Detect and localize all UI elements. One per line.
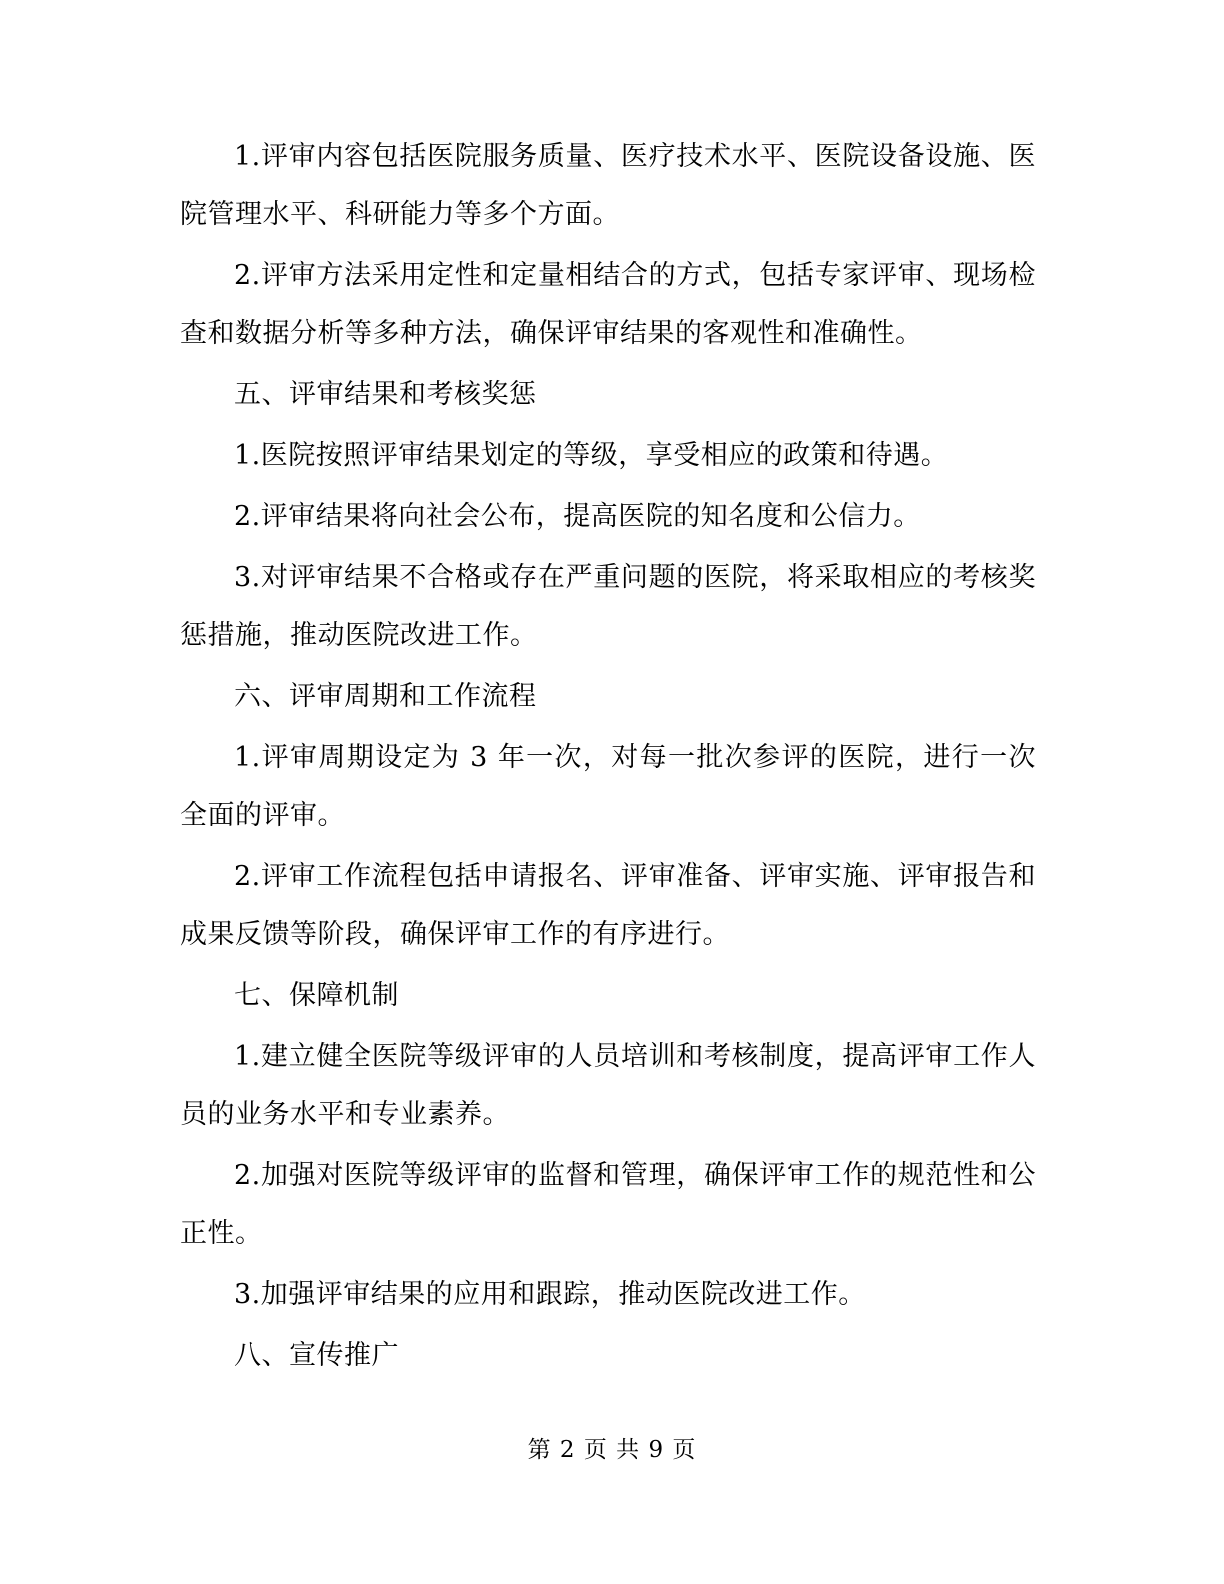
section-heading-6: 六、评审周期和工作流程	[234, 681, 537, 712]
section-heading-8: 八、宣传推广	[234, 1340, 399, 1371]
paragraph-9: 2.评审工作流程包括申请报名、评审准备、评审实施、评审报告和成果反馈等阶段，确保评审工作的有序进行。	[180, 861, 1036, 950]
paragraph-13: 3.加强评审结果的应用和跟踪，推动医院改进工作。	[234, 1279, 866, 1310]
paragraph-6: 3.对评审结果不合格或存在严重问题的医院，将采取相应的考核奖惩措施，推动医院改进工作。	[180, 562, 1036, 651]
section-heading-7: 七、保障机制	[234, 980, 399, 1011]
page-number-footer: 第 2 页 共 9 页	[527, 1437, 697, 1463]
paragraph-11: 1.建立健全医院等级评审的人员培训和考核制度，提高评审工作人员的业务水平和专业素养。	[180, 1041, 1036, 1130]
section-heading-5: 五、评审结果和考核奖惩	[234, 379, 537, 410]
document-body	[180, 128, 1036, 1388]
paragraph-2: 2.评审方法采用定性和定量相结合的方式，包括专家评审、现场检查和数据分析等多种方法，确保评审结果的客观性和准确性。	[180, 260, 1036, 349]
paragraph-12: 2.加强对医院等级评审的监督和管理，确保评审工作的规范性和公正性。	[180, 1160, 1036, 1249]
paragraph-4: 1.医院按照评审结果划定的等级，享受相应的政策和待遇。	[234, 440, 949, 471]
paragraph-5: 2.评审结果将向社会公布，提高医院的知名度和公信力。	[234, 501, 921, 532]
paragraph-1: 1.评审内容包括医院服务质量、医疗技术水平、医院设备设施、医院管理水平、科研能力等多个方面。	[180, 141, 1036, 230]
paragraph-8: 1.评审周期设定为 3 年一次，对每一批次参评的医院，进行一次全面的评审。	[180, 742, 1036, 831]
